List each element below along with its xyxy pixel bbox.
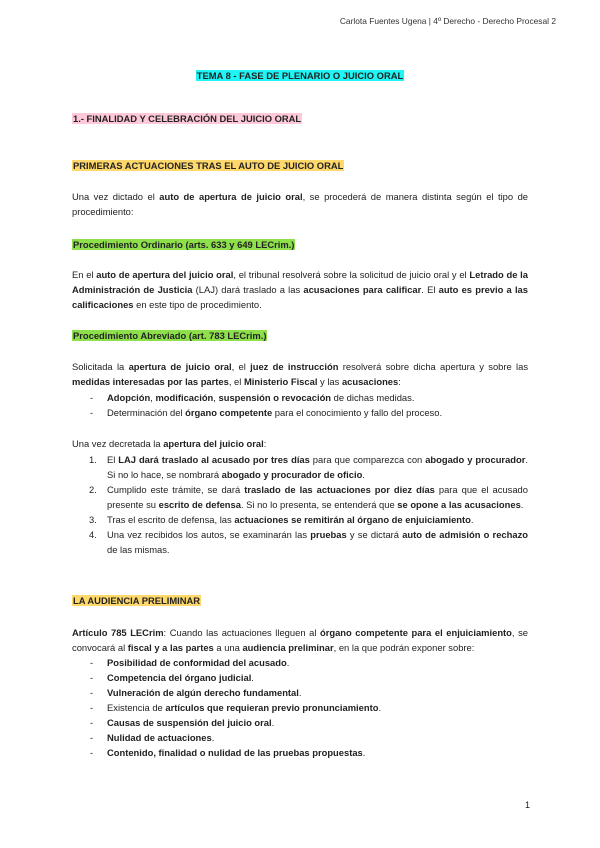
- paragraph-ordinario: En el auto de apertura del juicio oral, el tribunal resolverá sobre la solicitud de juicio oral y el Letrado de la Administración de Justicia (LAJ) dará traslado a las acusaciones para calificar. El auto es previo a las calificaciones en este tipo de procedimiento.: [72, 269, 528, 310]
- paragraph-apertura: Una vez decretada la apertura del juicio oral:: [72, 438, 267, 449]
- paragraph-articulo-785: Artículo 785 LECrim: Cuando las actuaciones lleguen al órgano competente para el enjuiciamiento, se convocará al fiscal y a las partes a una audiencia preliminar, en la que podrán exponer sobre:: [72, 627, 528, 653]
- list-item: - Contenido, finalidad o nulidad de las pruebas propuestas.: [90, 747, 366, 758]
- page-number: 1: [524, 800, 530, 810]
- list-item: - Competencia del órgano judicial.: [90, 672, 254, 683]
- page-header: Carlota Fuentes Ugena | 4º Derecho - Derecho Procesal 2: [339, 16, 556, 26]
- title-text: TEMA 8 - FASE DE PLENARIO O JUICIO ORAL: [196, 70, 404, 81]
- subsection-heading-primeras-actuaciones: PRIMERAS ACTUACIONES TRAS EL AUTO DE JUICIO ORAL: [73, 160, 344, 171]
- heading-audiencia-preliminar: LA AUDIENCIA PRELIMINAR: [73, 595, 201, 606]
- list-item: - Causas de suspensión del juicio oral.: [90, 717, 275, 728]
- list-item: 3. Tras el escrito de defensa, las actuaciones se remitirán al órgano de enjuiciamiento.: [89, 514, 474, 525]
- list-item: 4. Una vez recibidos los autos, se examinarán las pruebas y se dictará auto de admisión o rechazo de las mismas.: [89, 529, 528, 555]
- list-item: - Nulidad de actuaciones.: [90, 732, 215, 743]
- audiencia-topics-list: [72, 655, 528, 760]
- tramites-list: [72, 452, 528, 557]
- list-item: - Adopción, modificación, suspensión o revocación de dichas medidas.: [90, 392, 415, 403]
- section-heading-1: 1.- FINALIDAD Y CELEBRACIÓN DEL JUICIO ORAL: [73, 113, 302, 124]
- heading-procedimiento-ordinario: Procedimiento Ordinario (arts. 633 y 649 LECrim.): [73, 239, 295, 250]
- list-item: 2. Cumplido este trámite, se dará traslado de las actuaciones por diez días para que el acusado presente su escrito de defensa. Si no lo presenta, se entenderá que se opone a las acusaciones.: [89, 484, 528, 510]
- list-item: - Vulneración de algún derecho fundamental.: [90, 687, 302, 698]
- list-item: - Posibilidad de conformidad del acusado.: [90, 657, 290, 668]
- list-item: - Existencia de artículos que requieran previo pronunciamiento.: [90, 702, 382, 713]
- list-item: 1. El LAJ dará traslado al acusado por tres días para que comparezca con abogado y procurador. Si no lo hace, se nombrará abogado y procurador de oficio.: [89, 454, 528, 480]
- paragraph-abreviado: Solicitada la apertura de juicio oral, el juez de instrucción resolverá sobre dicha apertura y sobre las medidas interesadas por las partes, el Ministerio Fiscal y las acusaciones:: [72, 361, 529, 387]
- list-item: - Determinación del órgano competente para el conocimiento y fallo del proceso.: [90, 407, 443, 418]
- medidas-list: [72, 390, 528, 420]
- paragraph-intro: Una vez dictado el auto de apertura de juicio oral, se procederá de manera distinta según el tipo de procedimiento:: [72, 191, 529, 217]
- heading-procedimiento-abreviado: Procedimiento Abreviado (art. 783 LECrim.): [73, 330, 267, 341]
- page-title: [0, 68, 600, 83]
